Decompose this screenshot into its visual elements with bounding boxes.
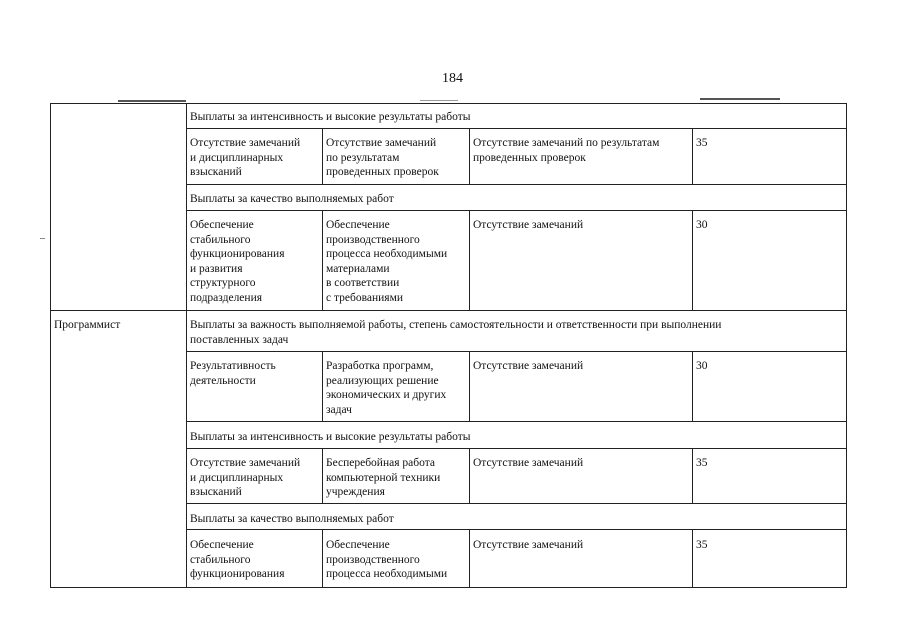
table-border-left	[50, 103, 51, 588]
indicator-cell: Обеспечение стабильного функционирования и развития структурного подразделения	[190, 219, 285, 304]
percent-cell: 30	[696, 360, 708, 372]
condition-cell: Отсутствие замечаний	[473, 457, 584, 469]
row-divider	[50, 310, 847, 311]
scan-mark	[40, 238, 45, 239]
criterion-cell: Отсутствие замечаний по результатам проведенных проверок	[326, 137, 439, 178]
criterion-cell: Разработка программ, реализующих решение экономических и других задач	[326, 360, 447, 416]
position-name: Программист	[54, 319, 121, 331]
row-divider	[186, 184, 847, 185]
section-heading: Выплаты за интенсивность и высокие результаты работы	[190, 111, 471, 123]
condition-cell: Отсутствие замечаний	[473, 360, 584, 372]
criterion-cell: Бесперебойная работа компьютерной техники учреждения	[326, 457, 441, 498]
indicator-cell: Результативность деятельности	[190, 360, 276, 387]
percent-cell: 35	[696, 137, 708, 149]
scan-mark	[700, 98, 780, 100]
table-border-bottom	[50, 587, 847, 588]
percent-cell: 30	[696, 219, 708, 231]
percent-cell: 35	[696, 539, 708, 551]
condition-cell: Отсутствие замечаний по результатам проведенных проверок	[473, 137, 660, 164]
row-divider	[186, 128, 847, 129]
row-divider	[186, 421, 847, 422]
section-heading: Выплаты за качество выполняемых работ	[190, 193, 394, 205]
criterion-cell: Обеспечение производственного процесса необходимыми материалами в соответствии с требованиями	[326, 219, 448, 304]
row-divider	[186, 529, 847, 530]
indicator-cell: Обеспечение стабильного функционирования	[190, 539, 285, 580]
row-divider	[186, 503, 847, 504]
row-divider	[186, 448, 847, 449]
percent-cell: 35	[696, 457, 708, 469]
indicator-cell: Отсутствие замечаний и дисциплинарных взысканий	[190, 457, 301, 498]
condition-cell: Отсутствие замечаний	[473, 539, 584, 551]
section-heading: Выплаты за качество выполняемых работ	[190, 513, 394, 525]
section-heading: Выплаты за интенсивность и высокие результаты работы	[190, 431, 471, 443]
scan-mark	[118, 100, 186, 102]
criterion-cell: Обеспечение производственного процесса необходимыми	[326, 539, 448, 580]
section-heading: Выплаты за важность выполняемой работы, степень самостоятельности и ответственности при выполнении поставленных задач	[190, 319, 722, 346]
table-border-top	[50, 103, 847, 104]
page-number: 184	[442, 71, 463, 86]
row-divider	[186, 210, 847, 211]
payments-table	[50, 103, 847, 587]
row-divider	[186, 351, 847, 352]
table-border-right	[846, 103, 847, 588]
condition-cell: Отсутствие замечаний	[473, 219, 584, 231]
scan-mark	[420, 100, 458, 101]
indicator-cell: Отсутствие замечаний и дисциплинарных взысканий	[190, 137, 301, 178]
